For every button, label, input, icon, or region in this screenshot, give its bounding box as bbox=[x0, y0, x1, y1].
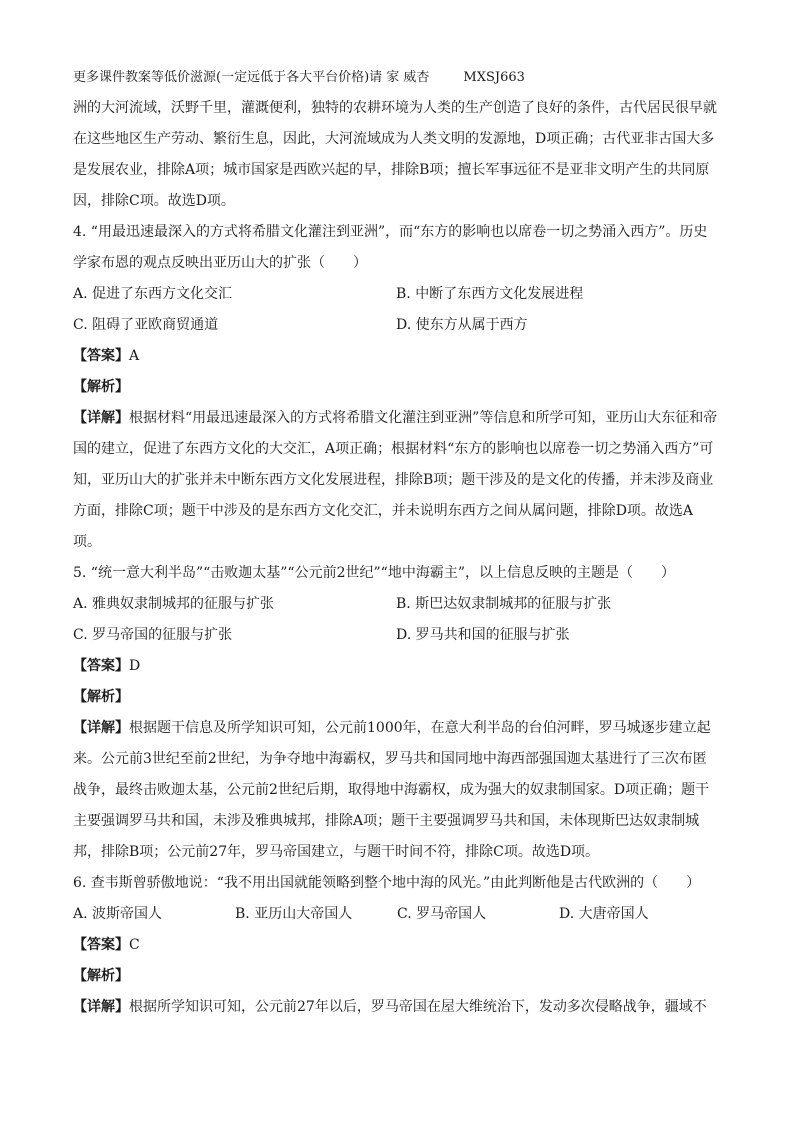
option-d: D. 大唐帝国人 bbox=[559, 906, 649, 922]
answer-value: C bbox=[129, 937, 140, 953]
text-line: 来。公元前3世纪至前2世纪，为争夺地中海霸权，罗马共和国同地中海西部强国迦太基进行了三次布匿 bbox=[73, 751, 707, 767]
intro-paragraph bbox=[73, 93, 723, 217]
options-row bbox=[73, 899, 723, 930]
header-code: MXSJ663 bbox=[463, 70, 525, 85]
text-line: 战争，最终击败迦太基，公元前2世纪后期，取得地中海霸权，成为强大的奴隶制国家。D项正确；题干 bbox=[73, 782, 710, 798]
text-line: 邦，排除B项；公元前27年，罗马帝国建立，与题干时间不符，排除C项。故选D项。 bbox=[73, 844, 600, 860]
text-line: 是发展农业，排除A项；城市国家是西欧兴起的早，排除B项；擅长军事远征不是亚非文明产生的共同原 bbox=[73, 162, 710, 178]
text-line: 知，亚历山大的扩张并未中断东西方文化发展进程，排除B项；题干涉及的是文化的传播，并未涉及商业 bbox=[73, 472, 714, 488]
text-line: 项。 bbox=[73, 534, 101, 550]
answer-line bbox=[73, 930, 723, 961]
option-d: D. 使东方从属于西方 bbox=[396, 317, 528, 333]
option-a: A. 波斯帝国人 bbox=[73, 906, 163, 922]
question-stem: 5. “统一意大利半岛”“击败迦太基”“公元前2世纪”“地中海霸主”，以上信息反映的主题是（ ） bbox=[73, 565, 675, 581]
detail-text: 根据所学知识可知，公元前27年以后，罗马帝国在屋大维统治下，发动多次侵略战争，疆域不 bbox=[129, 999, 707, 1015]
text-line: 洲的大河流域，沃野千里，灌溉便利，独特的农耕环境为人类的生产创造了良好的条件，古代居民很早就 bbox=[73, 100, 717, 116]
text-line: 主要强调罗马共和国，未涉及雅典城邦，排除A项；题干主要强调罗马共和国，未体现斯巴达奴隶制城 bbox=[73, 813, 700, 829]
text-line: 在这些地区生产劳动、繁衍生息，因此，大河流域成为人类文明的发源地，D项正确；古代亚非古国大多 bbox=[73, 131, 715, 147]
option-b: B. 亚历山大帝国人 bbox=[235, 906, 353, 922]
detail-text: 根据材料“用最迅速最深入的方式将希腊文化灌注到亚洲”等信息和所学可知，亚历山大东征和帝 bbox=[129, 410, 718, 426]
detail-label: 【详解】 bbox=[73, 410, 129, 426]
text-line: 方面，排除C项；题干中涉及的是东西方文化交汇，并未说明东西方之间从属问题，排除D项。故选A bbox=[73, 503, 694, 519]
text-line: 国的建立，促进了东西方文化的大交汇，A项正确；根据材料“东方的影响也以席卷一切之势涌入西方”可 bbox=[73, 441, 714, 457]
detail-label: 【详解】 bbox=[73, 999, 129, 1015]
analysis-label: 【解析】 bbox=[73, 689, 129, 705]
analysis-label: 【解析】 bbox=[73, 379, 129, 395]
option-b: B. 中断了东西方文化发展进程 bbox=[396, 286, 584, 302]
answer-line bbox=[73, 341, 723, 372]
option-a: A. 雅典奴隶制城邦的征服与扩张 bbox=[73, 596, 275, 612]
analysis-label: 【解析】 bbox=[73, 968, 129, 984]
page-header bbox=[73, 62, 723, 93]
question-4 bbox=[73, 217, 723, 558]
question-stem: 6. 查韦斯曾骄傲地说：“我不用出国就能领略到整个地中海的风光。”由此判断他是古代欧洲的（ ） bbox=[73, 875, 701, 891]
question-6 bbox=[73, 868, 723, 1023]
answer-line bbox=[73, 651, 723, 682]
detail-line bbox=[73, 403, 723, 434]
options-row bbox=[73, 589, 723, 620]
detail-line bbox=[73, 713, 723, 744]
options-row bbox=[73, 310, 723, 341]
header-text: 更多课件教案等低价滋源(一定远低于各大平台价格)请 家 威杏 bbox=[73, 70, 430, 85]
detail-label: 【详解】 bbox=[73, 720, 129, 736]
analysis-line bbox=[73, 372, 723, 403]
option-d: D. 罗马共和国的征服与扩张 bbox=[396, 627, 570, 643]
analysis-line bbox=[73, 961, 723, 992]
option-c: C. 罗马帝国人 bbox=[397, 906, 487, 922]
detail-text: 根据题干信息及所学知识可知，公元前1000年，在意大利半岛的台伯河畔，罗马城逐步建立起 bbox=[129, 720, 711, 736]
detail-line bbox=[73, 992, 723, 1023]
analysis-line bbox=[73, 682, 723, 713]
option-a: A. 促进了东西方文化交汇 bbox=[73, 286, 233, 302]
answer-label: 【答案】 bbox=[73, 658, 129, 674]
answer-label: 【答案】 bbox=[73, 348, 129, 364]
answer-value: A bbox=[129, 348, 140, 364]
question-5 bbox=[73, 558, 723, 868]
option-c: C. 阻碍了亚欧商贸通道 bbox=[73, 317, 219, 333]
options-row bbox=[73, 279, 723, 310]
text-line: 因，排除C项。故选D项。 bbox=[73, 193, 235, 209]
options-row bbox=[73, 620, 723, 651]
answer-value: D bbox=[129, 658, 141, 674]
question-stem: 学家布恩的观点反映出亚历山大的扩张（ ） bbox=[73, 255, 367, 271]
option-c: C. 罗马帝国的征服与扩张 bbox=[73, 627, 233, 643]
page-content bbox=[73, 62, 723, 1023]
question-stem: 4. “用最迅速最深入的方式将希腊文化灌注到亚洲”，而“东方的影响也以席卷一切之势涌入西方”。历史 bbox=[73, 224, 708, 240]
option-b: B. 斯巴达奴隶制城邦的征服与扩张 bbox=[396, 596, 612, 612]
answer-label: 【答案】 bbox=[73, 937, 129, 953]
